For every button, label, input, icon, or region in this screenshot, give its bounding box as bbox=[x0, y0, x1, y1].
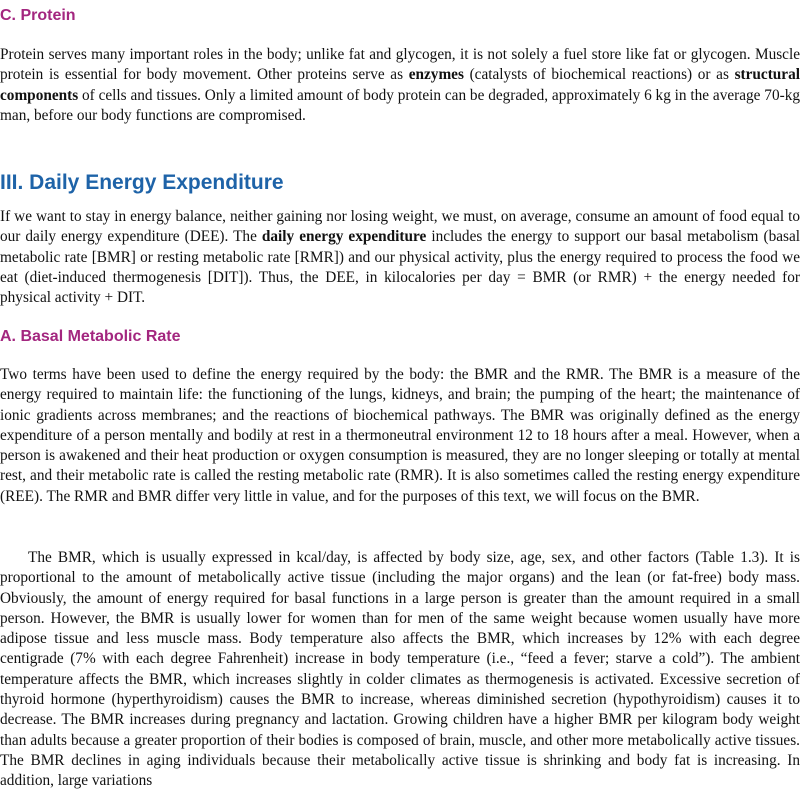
section-heading-basal-metabolic-rate: A. Basal Metabolic Rate bbox=[0, 328, 181, 345]
bold-term-enzymes: enzymes bbox=[408, 66, 464, 84]
text-run: If we want to stay in energy balance, neither gaining nor losing weight, we must, on average, consume an amount of food equal to our daily energy expenditure (DEE). The bbox=[0, 208, 800, 246]
paragraph-bmr-factors: The BMR, which is usually expressed in kcal/day, is affected by body size, age, sex, and other factors (Table 1.3). It is proportional to the amount of metabolically active tissue (including the major organs) and the lean (or fat-free) body mass. Obviously, the amount of energy required for basal functions in a large person is greater than the amount required in a small person. However, the BMR is usually lower for women than for men of the same weight because women usually have more adipose tissue and less muscle mass. Body temperature also affects the BMR, which increases by 12% with each degree centigrade (7% with each degree Fahrenheit) increase in body temperature (i.e., “feed a fever; starve a cold”). The ambient temperature affects the BMR, which increases slightly in colder climates as thermogenesis is activated. Excessive secretion of thyroid hormone (hyperthyroidism) causes the BMR to increase, whereas diminished secretion (hypothyroidism) causes it to decrease. The BMR increases during pregnancy and lactation. Growing children have a higher BMR per kilogram body weight than adults because a greater proportion of their bodies is composed of brain, muscle, and other more metabolically active tissues. The BMR declines in aging individuals because their metabolically active tissue is shrinking and body fat is increasing. In addition, large variations bbox=[0, 549, 800, 790]
text-run: (catalysts of biochemical reactions) or as bbox=[463, 66, 735, 84]
paragraph-bmr-definition: Two terms have been used to define the energy required by the body: the BMR and the RMR. The BMR is a measure of the energy required to maintain life: the functioning of the lungs, kidneys, and brain; the pumping of the heart; the maintenance of ionic gradients across membranes; and the reactions of biochemical pathways. The BMR was originally defined as the energy expenditure of a person mentally and bodily at rest in a thermoneutral environment 12 to 18 hours after a meal. However, when a person is awakened and their heat production or oxygen consumption is measured, they are no longer sleeping or totally at mental rest, and their metabolic rate is called the resting metabolic rate (RMR). It is also sometimes called the resting energy expenditure (REE). The RMR and BMR differ very little in value, and for the purposes of this text, we will focus on the BMR. bbox=[0, 366, 800, 505]
paragraph-protein bbox=[0, 45, 800, 126]
text-run: includes the energy to support our basal metabolism (basal metabolic rate [BMR] or resting metabolic rate [RMR]) and our physical activity, plus the energy required to process the food we eat (diet-induced thermogenesis [DIT]). Thus, the DEE, in kilocalories per day = BMR (or RMR) + the energy needed for physical activity + DIT. bbox=[0, 228, 800, 307]
text-run: Protein serves many important roles in the body; unlike fat and glycogen, it is not solely a fuel store like fat or glycogen. Muscle protein is essential for body movement. Other proteins serve as bbox=[0, 46, 800, 84]
section-heading-daily-energy-expenditure: III. Daily Energy Expenditure bbox=[0, 171, 284, 194]
bold-term-structural-components: structural components bbox=[0, 66, 800, 104]
paragraph-daily-energy-expenditure bbox=[0, 207, 800, 308]
section-heading-protein: C. Protein bbox=[0, 7, 76, 24]
text-run: of cells and tissues. Only a limited amount of body protein can be degraded, approximately 6 kg in the average 70-kg man, before our body functions are compromised. bbox=[0, 86, 800, 124]
bold-term-daily-energy-expenditure: daily energy expenditure bbox=[261, 228, 427, 246]
